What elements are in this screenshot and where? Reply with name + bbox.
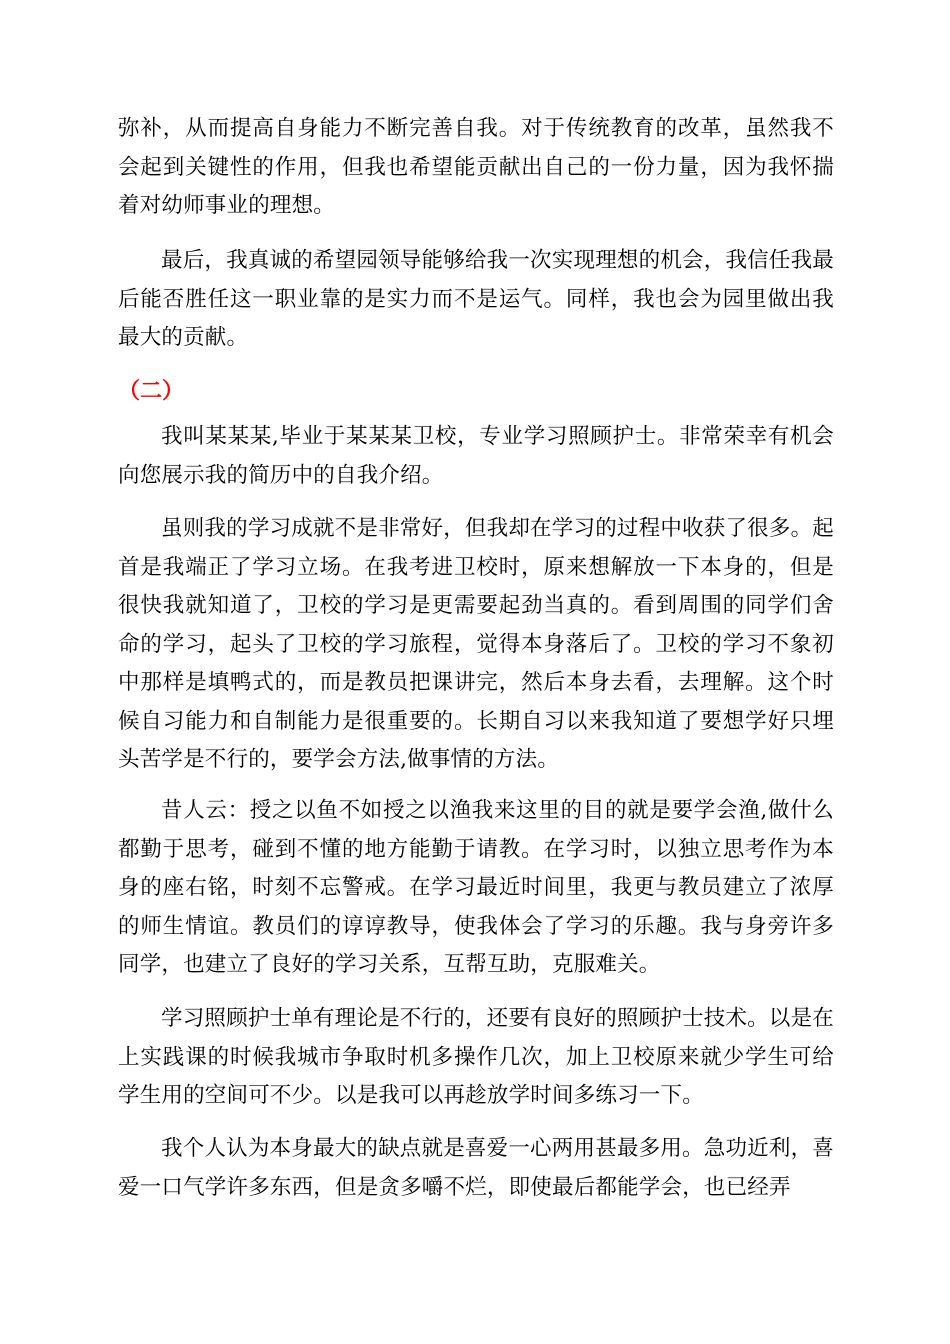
paragraph-1-text: 弥补，从而提高自身能力不断完善自我。对于传统教育的改革，虽然我不会起到关键性的作用，但我也希望能贡献出自己的一份力量，因为我怀揣着对幼师事业的理想。 xyxy=(118,116,834,218)
section-heading: （二） xyxy=(118,378,185,404)
paragraph-7-text: 我个人认为本身最大的缺点就是喜爱一心两用甚最多用。急功近利，喜爱一口气学许多东西，但是贪多嚼不烂，即使最后都能学会，也已经弄 xyxy=(118,1136,834,1200)
paragraph-1 xyxy=(118,110,834,226)
paragraph-5 xyxy=(118,792,834,985)
paragraph-3 xyxy=(118,418,834,495)
paragraph-4-text: 虽则我的学习成就不是非常好，但我却在学习的过程中收获了很多。起首是我端正了学习立场。在我考进卫校时，原来想解放一下本身的，但是很快我就知道了，卫校的学习是更需要起劲当真的。看到周围的同学们舍命的学习，起头了卫校的学习旅程，觉得本身落后了。卫校的学习不象初中那样是填鸭式的，而是教员把课讲完，然后本身去看，去理解。这个时候自习能力和自制能力是很重要的。长期自习以来我知道了要想学好只埋头苦学是不行的，要学会方法,做事情的方法。 xyxy=(118,516,834,772)
paragraph-6 xyxy=(118,1000,834,1116)
paragraph-5-text: 昔人云：授之以鱼不如授之以渔我来这里的目的就是要学会渔,做什么都勤于思考，碰到不懂的地方能勤于请教。在学习时，以独立思考作为本身的座右铭，时刻不忘警戒。在学习最近时间里，我更与教员建立了浓厚的师生情谊。教员们的谆谆教导，使我体会了学习的乐趣。我与身旁许多同学，也建立了良好的学习关系，互帮互助，克服难关。 xyxy=(118,798,834,977)
paragraph-7 xyxy=(118,1130,834,1207)
paragraph-4 xyxy=(118,510,834,780)
paragraph-3-text: 我叫某某某,毕业于某某某卫校，专业学习照顾护士。非常荣幸有机会向您展示我的简历中的自我介绍。 xyxy=(118,424,834,488)
paragraph-2-text: 最后，我真诚的希望园领导能够给我一次实现理想的机会，我信任我最后能否胜任这一职业靠的是实力而不是运气。同样，我也会为园里做出我最大的贡献。 xyxy=(118,248,834,350)
paragraph-2 xyxy=(118,242,834,358)
paragraph-6-text: 学习照顾护士单有理论是不行的，还要有良好的照顾护士技术。以是在上实践课的时候我城市争取时机多操作几次，加上卫校原来就少学生可给学生用的空间可不少。以是我可以再趁放学时间多练习一下。 xyxy=(118,1006,834,1108)
